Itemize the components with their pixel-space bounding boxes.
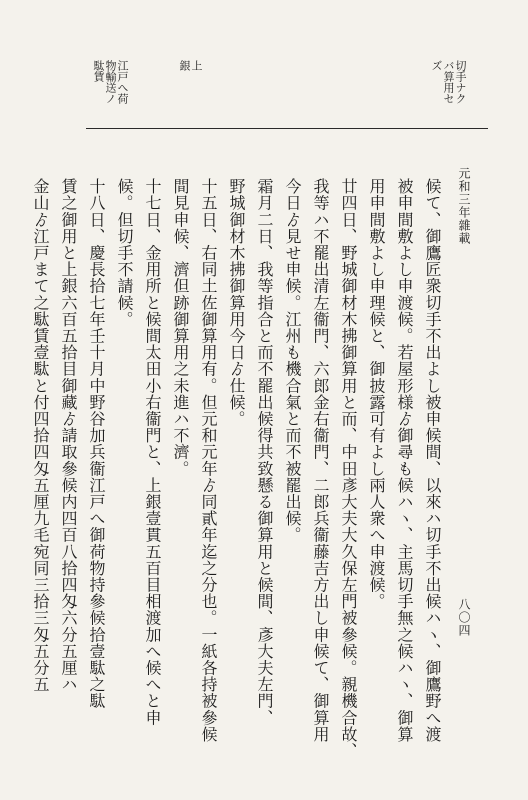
- text-column: 用申間敷よし申理候と、御披露可有よし兩人衆へ申渡候。: [367, 178, 386, 610]
- text-column: 候て、御鷹匠衆切手不出よし被申候間、以來ハ切手不出候ハヽ、御鷹野へ渡: [423, 178, 442, 743]
- text-column: 候。但切手不請候。: [115, 178, 134, 328]
- page-number: 八〇四: [457, 598, 471, 637]
- text-column: 十八日、慶長拾七年壬十月中野谷加兵衞江戸へ御荷物持參候拾壹駄之駄: [87, 178, 106, 710]
- text-column: 十五日、右同土佐御算用有。但元和元年ゟ同貳年迄之分也。一紙各持被參候: [199, 178, 218, 743]
- head-note-1: 切手ナク バ算用セ ズ: [430, 60, 467, 104]
- running-title: 元和三年雜載: [457, 167, 471, 245]
- head-note-3: 江戸へ荷 物輸送ノ 駄賃: [92, 60, 129, 104]
- text-column: 野城御材木拂御算用今日ゟ仕候。: [227, 178, 246, 427]
- header-rule: [86, 128, 488, 129]
- text-column: 我等ハ不罷出清左衞門、六郎金右衞門、二郎兵衞藤吉方出し申候て、御算用: [311, 178, 330, 743]
- text-column: 霜月二日、我等指合と而不罷出候得共致懸る御算用と候間、彥大夫左門、: [255, 178, 274, 726]
- text-column: 十七日、金用所と候間太田小右衞門と、上銀壹貫五百目相渡加へ候へと申: [143, 178, 162, 726]
- text-column: 賃之御用と上銀六百五拾目御藏ゟ請取參候内四百八拾四匁六分五厘ハ: [59, 178, 78, 693]
- body-text: [31, 178, 446, 768]
- text-column: 今日ゟ見せ申候。江州も機合氣と而不被罷出候。: [283, 178, 302, 544]
- text-column: 金山ゟ江戸まて之駄賃壹駄と付四拾四匁五厘九毛宛同三拾三匁五分五: [31, 178, 50, 693]
- text-column: 廿四日、野城御材木拂御算用と而、中田彥大夫大久保左門被參候。親機合故、: [339, 178, 358, 759]
- head-note-2: 上 銀: [178, 60, 203, 71]
- text-column: 被申間敷よし申渡候。若屋形様ゟ御尋も候ハヽ、主馬切手無之候ハヽ、御算: [395, 178, 414, 743]
- text-column: 間見申候、濟但跡御算用之未進ハ不濟。: [171, 178, 190, 477]
